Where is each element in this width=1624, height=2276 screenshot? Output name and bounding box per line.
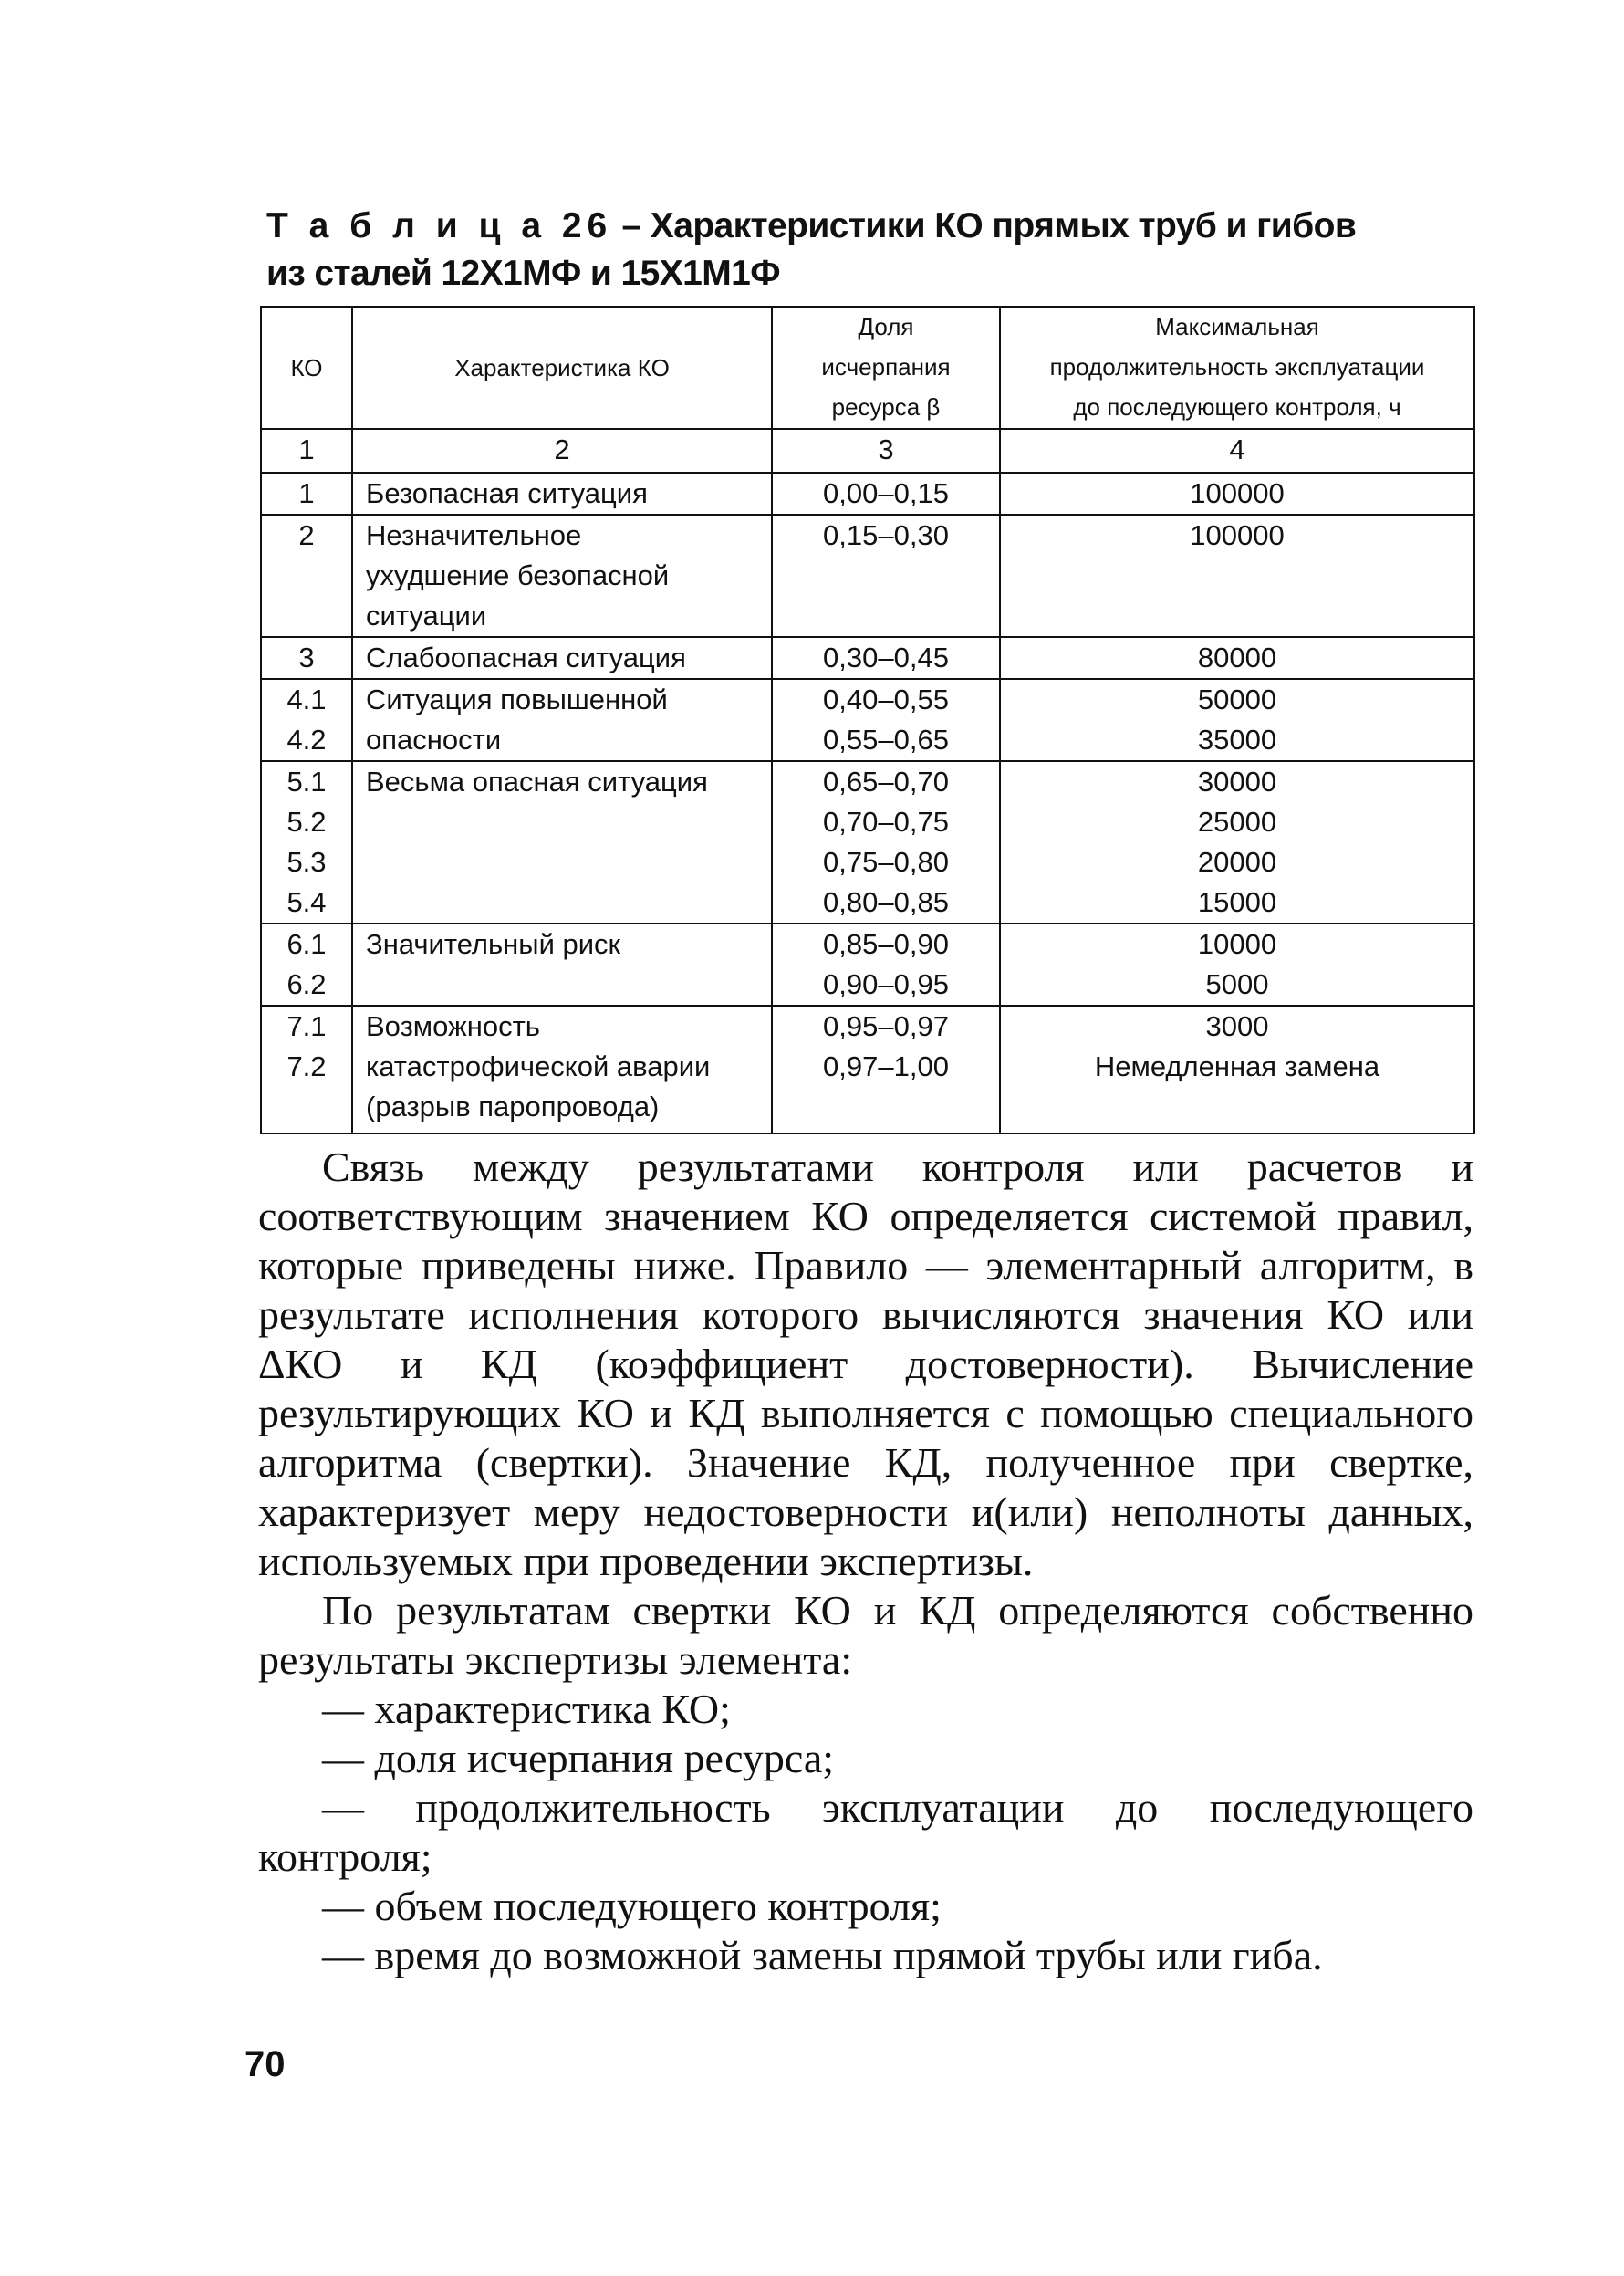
duration-value: Немедленная замена — [1094, 1050, 1380, 1082]
table-header-row — [261, 307, 1474, 429]
ko-value: 1 — [298, 477, 315, 509]
table-row — [261, 515, 1474, 637]
share-value: 0,00–0,15 — [823, 477, 949, 509]
table-row — [261, 679, 1474, 761]
duration-value: 100000 — [1190, 519, 1285, 551]
duration-value: 100000 — [1190, 477, 1285, 509]
duration-value: 80000 — [1197, 642, 1277, 673]
ko-value: 5.4 — [286, 886, 327, 918]
duration-value: 25000 — [1197, 806, 1277, 838]
table-row — [261, 924, 1474, 1006]
ko-value: 4.1 — [286, 684, 327, 715]
list-item: — характеристика КО; — [322, 1686, 731, 1732]
list-item: — объем последующего контроля; — [322, 1883, 942, 1929]
header-duration-line: до последующего контроля, ч — [1073, 393, 1401, 421]
ko-value: 5.3 — [286, 846, 327, 878]
duration-value: 20000 — [1197, 846, 1277, 878]
characteristic-text: Весьма опасная ситуация — [366, 766, 708, 798]
table-title-part1: – Характеристики КО прямых труб и гибов — [612, 206, 1357, 245]
table-row — [261, 1006, 1474, 1133]
list-item: — время до возможной замены прямой трубы или гиба. — [322, 1932, 1323, 1978]
share-value: 0,70–0,75 — [823, 806, 949, 838]
share-value: 0,55–0,65 — [823, 724, 949, 756]
header-characteristic: Характеристика КО — [352, 307, 772, 429]
ko-value: 7.1 — [286, 1010, 327, 1042]
characteristic-text: Слабоопасная ситуация — [366, 642, 686, 673]
ko-value: 5.1 — [286, 766, 327, 798]
share-value: 0,97–1,00 — [823, 1050, 949, 1082]
share-value: 0,65–0,70 — [823, 766, 949, 798]
column-number: 4 — [1000, 429, 1474, 473]
share-value: 0,95–0,97 — [823, 1010, 949, 1042]
duration-value: 15000 — [1197, 886, 1277, 918]
characteristic-text: Возможность катастрофической аварии (разрыв паропровода) — [366, 1010, 711, 1122]
duration-value: 50000 — [1197, 684, 1277, 715]
ko-value: 3 — [298, 642, 315, 673]
header-share-line: ресурса β — [831, 393, 941, 421]
table-row — [261, 473, 1474, 515]
share-value: 0,80–0,85 — [823, 886, 949, 918]
ko-value: 4.2 — [286, 724, 327, 756]
characteristic-text: Безопасная ситуация — [366, 477, 648, 509]
list-item: — доля исчерпания ресурса; — [322, 1735, 835, 1781]
column-number: 2 — [352, 429, 772, 473]
header-duration — [1000, 307, 1474, 429]
ko-value: 6.1 — [286, 928, 327, 960]
characteristic-text: Ситуация повышенной опасности — [366, 684, 668, 756]
table-row — [261, 761, 1474, 924]
table-row — [261, 637, 1474, 679]
share-value: 0,15–0,30 — [823, 519, 949, 551]
column-number-row — [261, 429, 1474, 473]
page-number: 70 — [245, 2044, 286, 2084]
duration-value: 5000 — [1205, 968, 1269, 1000]
header-share-line: исчерпания — [821, 353, 951, 381]
ko-value: 7.2 — [286, 1050, 327, 1082]
share-value: 0,90–0,95 — [823, 968, 949, 1000]
column-number: 1 — [261, 429, 352, 473]
characteristic-text: Значительный риск — [366, 928, 621, 960]
table-label: Т а б л и ц а 26 — [266, 206, 613, 245]
share-value: 0,85–0,90 — [823, 928, 949, 960]
header-duration-line: Максимальная — [1155, 313, 1319, 340]
share-value: 0,30–0,45 — [823, 642, 949, 673]
column-number: 3 — [772, 429, 1000, 473]
body-text — [258, 1143, 1473, 1980]
table-caption-line1 — [266, 203, 1489, 250]
header-share — [772, 307, 1000, 429]
paragraph: По результатам свертки КО и КД определяются собственно результаты экспертизы элемента: — [258, 1587, 1473, 1683]
characteristic-text: Незначительное ухудшение безопасной ситуации — [366, 519, 670, 632]
ko-value: 5.2 — [286, 806, 327, 838]
duration-value: 3000 — [1205, 1010, 1269, 1042]
ko-value: 6.2 — [286, 968, 327, 1000]
header-share-line: Доля — [858, 313, 914, 340]
paragraph: Связь между результатами контроля или расчетов и соответствующим значением КО определяется системой правил, которые приведены ниже. Правило — элементарный алгоритм, в результате исполнения которого вычисляются значения КО или ΔКО и КД (коэффициент достоверности). Вычисление результирующих КО и КД выполняется с помощью специального алгоритма (свертки). Значение КД, полученное при свертке, характеризует меру недостоверности и(или) неполноты данных, используемых при проведении экспертизы. — [258, 1143, 1473, 1584]
share-value: 0,40–0,55 — [823, 684, 949, 715]
duration-value: 10000 — [1197, 928, 1277, 960]
share-value: 0,75–0,80 — [823, 846, 949, 878]
list-item: — продолжительность эксплуатации до последующего контроля; — [258, 1784, 1473, 1880]
header-duration-line: продолжительность эксплуатации — [1049, 353, 1425, 381]
duration-value: 35000 — [1197, 724, 1277, 756]
header-ko: КО — [261, 307, 352, 429]
duration-value: 30000 — [1197, 766, 1277, 798]
table-title-part2: из сталей 12Х1МФ и 15Х1М1Ф — [266, 254, 780, 293]
table-caption — [266, 203, 1489, 298]
ko-value: 2 — [298, 519, 315, 551]
ko-characteristics-table — [260, 306, 1475, 1134]
